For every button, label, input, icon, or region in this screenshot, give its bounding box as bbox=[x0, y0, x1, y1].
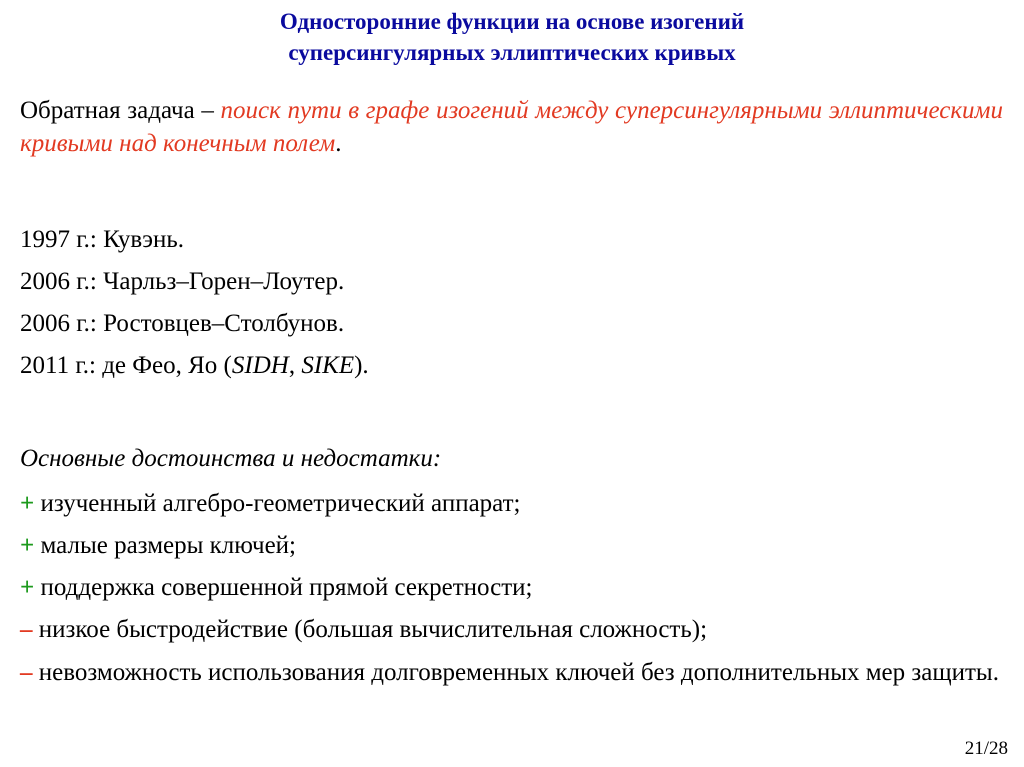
slide-title bbox=[0, 6, 1024, 68]
history-item-text: 2011 г.: де Фео, Яо ( bbox=[20, 352, 232, 379]
plus-sign: + bbox=[20, 490, 35, 517]
history-list bbox=[20, 219, 369, 387]
history-item bbox=[20, 345, 369, 387]
page-number: 21/28 bbox=[964, 738, 1008, 759]
inverse-problem-definition: поиск пути в графе изогений между суперсингулярными эллиптическими кривыми над конечным полем bbox=[20, 97, 1003, 157]
sidh-term: SIDH bbox=[231, 352, 289, 379]
con-item-text: невозможность использования долговременных ключей без дополнительных мер защиты. bbox=[32, 659, 999, 686]
pro-item-text: изученный алгебро-геометрический аппарат; bbox=[34, 490, 521, 517]
pro-item-text: поддержка совершенной прямой секретности; bbox=[34, 574, 533, 601]
pro-item bbox=[20, 567, 1000, 609]
minus-sign: – bbox=[20, 616, 33, 643]
sike-term: SIKE bbox=[301, 352, 355, 379]
history-item-separator: , bbox=[288, 352, 302, 379]
plus-sign: + bbox=[20, 574, 35, 601]
inverse-problem-label: Обратная задача – bbox=[20, 97, 221, 124]
con-item-text: низкое быстродействие (большая вычислительная сложность); bbox=[32, 616, 708, 643]
pro-item bbox=[20, 483, 1000, 525]
con-item bbox=[20, 651, 1000, 689]
slide-title-line-1: Односторонние функции на основе изогений bbox=[279, 9, 745, 34]
history-item: 1997 г.: Кувэнь. bbox=[20, 226, 184, 253]
pros-cons-heading: Основные достоинства и недостатки: bbox=[20, 445, 442, 472]
pro-item-text: малые размеры ключей; bbox=[34, 532, 297, 559]
inverse-problem-period: . bbox=[335, 130, 342, 157]
con-item bbox=[20, 609, 1000, 651]
plus-sign: + bbox=[20, 532, 35, 559]
pro-item bbox=[20, 525, 1000, 567]
history-item: 2006 г.: Чарльз–Горен–Лоутер. bbox=[20, 268, 345, 295]
pros-cons-list bbox=[20, 483, 1000, 689]
history-item-closing: ). bbox=[354, 352, 369, 379]
slide-title-line-2: суперсингулярных эллиптических кривых bbox=[288, 40, 736, 65]
history-item: 2006 г.: Ростовцев–Столбунов. bbox=[20, 310, 345, 337]
inverse-problem-paragraph bbox=[20, 94, 1003, 160]
minus-sign: – bbox=[20, 659, 33, 686]
